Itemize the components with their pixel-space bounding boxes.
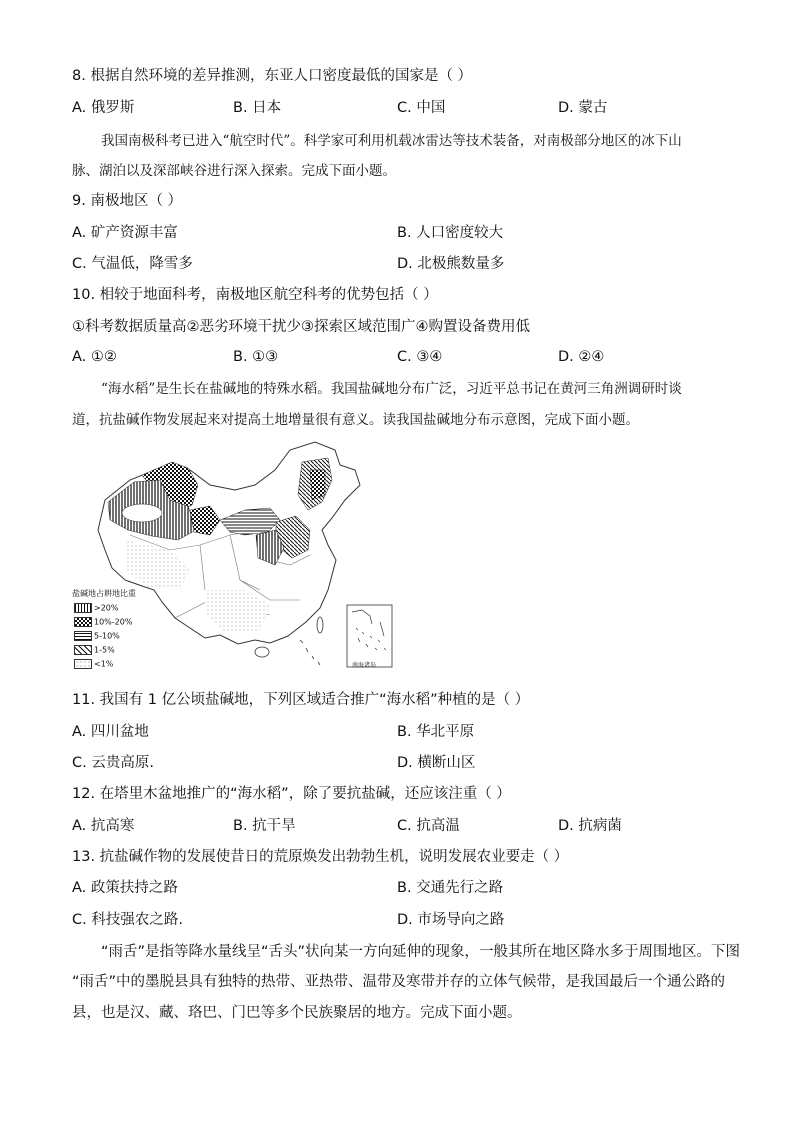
inset-box (347, 605, 392, 667)
q8-option-b: B. 日本 (233, 100, 282, 116)
q13-stem: 13. 抗盐碱作物的发展使昔日的荒原焕发出勃勃生机，说明发展农业要走（ ） (72, 849, 569, 865)
q11-option-d: D. 横断山区 (397, 755, 476, 771)
legend-swatch-dot (74, 659, 92, 669)
q13-option-c: C. 科技强农之路. (72, 912, 183, 928)
legend-label: 1-5% (94, 645, 115, 655)
q12-option-c: C. 抗高温 (397, 818, 460, 834)
q10-items: ①科考数据质量高②恶劣环境干扰少③探索区域范围广④购置设备费用低 (72, 319, 530, 335)
q10-option-c: C. ③④ (397, 349, 443, 365)
q10-option-d: D. ②④ (558, 349, 605, 365)
q10-option-b: B. ①③ (233, 349, 279, 365)
q12-option-b: B. 抗干旱 (233, 818, 296, 834)
q9-option-b: B. 人口密度较大 (397, 225, 504, 241)
sea-boundary-dashes (300, 640, 320, 665)
q13-option-b: B. 交通先行之路 (397, 880, 504, 896)
q8-option-c: C. 中国 (397, 100, 446, 116)
passage2-line1: “海水稻”是生长在盐碱地的特殊水稻。我国盐碱地分布广泛，习近平总书记在黄河三角洲调研时谈 (101, 381, 682, 397)
legend-item-10-20 (74, 617, 132, 627)
q13-option-d: D. 市场导向之路 (397, 912, 505, 928)
q10-stem: 10. 相较于地面科考，南极地区航空科考的优势包括（ ） (72, 287, 438, 303)
legend-label: <1% (94, 659, 114, 669)
passage1-line2: 脉、湖泊以及深部峡谷进行深入探索。完成下面小题。 (72, 163, 396, 179)
q11-stem: 11. 我国有 1 亿公顷盐碱地，下列区域适合推广“海水稻”种植的是（ ） (72, 692, 530, 708)
q12-option-d: D. 抗病菌 (558, 818, 622, 834)
passage1-line1: 我国南极科考已进入“航空时代”。科学家可利用机载冰雷达等技术装备，对南极部分地区的冰下山 (101, 133, 682, 149)
q12-option-a: A. 抗高寒 (72, 818, 135, 834)
passage2-line2: 道，抗盐碱作物发展起来对提高土地增量很有意义。读我国盐碱地分布示意图，完成下面小题。 (72, 412, 639, 428)
legend-label: 5-10% (94, 631, 120, 641)
region-northeast-core (310, 470, 325, 500)
legend-label: >20% (94, 603, 119, 613)
passage3-line3: 县，也是汉、藏、珞巴、门巴等多个民族聚居的地方。完成下面小题。 (72, 1005, 522, 1021)
legend-item-lt1 (74, 659, 113, 669)
legend-item-5-10 (74, 631, 120, 641)
legend-swatch-vertical (74, 603, 92, 613)
q11-option-a: A. 四川盆地 (72, 724, 149, 740)
q8-option-d: D. 蒙古 (558, 100, 608, 116)
passage3-line1: “雨舌”是指等降水量线呈“舌头”状向某一方向延伸的现象，一般其所在地区降水多于周围地区。下图 (101, 944, 741, 960)
map-legend-title: 盐碱地占耕地比重 (72, 589, 136, 598)
inset-label: 南海诸岛 (352, 662, 377, 669)
q11-option-c: C. 云贵高原. (72, 755, 154, 771)
legend-item-1-5 (74, 645, 115, 655)
q8-stem: 8. 根据自然环境的差异推测，东亚人口密度最低的国家是（ ） (72, 68, 473, 84)
tarim-basin (122, 504, 162, 522)
legend-swatch-check (74, 617, 92, 627)
legend-swatch-horizontal (74, 631, 92, 641)
q9-option-d: D. 北极熊数量多 (397, 256, 505, 272)
legend-swatch-diagonal (74, 645, 92, 655)
q12-stem: 12. 在塔里木盆地推广的“海水稻”，除了要抗盐碱，还应该注重（ ） (72, 786, 511, 802)
q9-stem: 9. 南极地区（ ） (72, 193, 183, 209)
q11-option-b: B. 华北平原 (397, 724, 475, 740)
taiwan-island (317, 617, 323, 633)
legend-label: 10%-20% (94, 617, 133, 627)
q10-option-a: A. ①② (72, 349, 117, 365)
q9-option-c: C. 气温低，降雪多 (72, 256, 193, 272)
passage3-line2: “雨舌”中的墨脱县具有独特的热带、亚热带、温带及寒带并存的立体气候带，是我国最后一个通公路的 (72, 974, 726, 990)
hainan-island (255, 647, 269, 657)
q9-option-a: A. 矿产资源丰富 (72, 225, 178, 241)
q8-option-a: A. 俄罗斯 (72, 100, 135, 116)
q13-option-a: A. 政策扶持之路 (72, 880, 178, 896)
legend-item-gt20 (74, 603, 118, 613)
